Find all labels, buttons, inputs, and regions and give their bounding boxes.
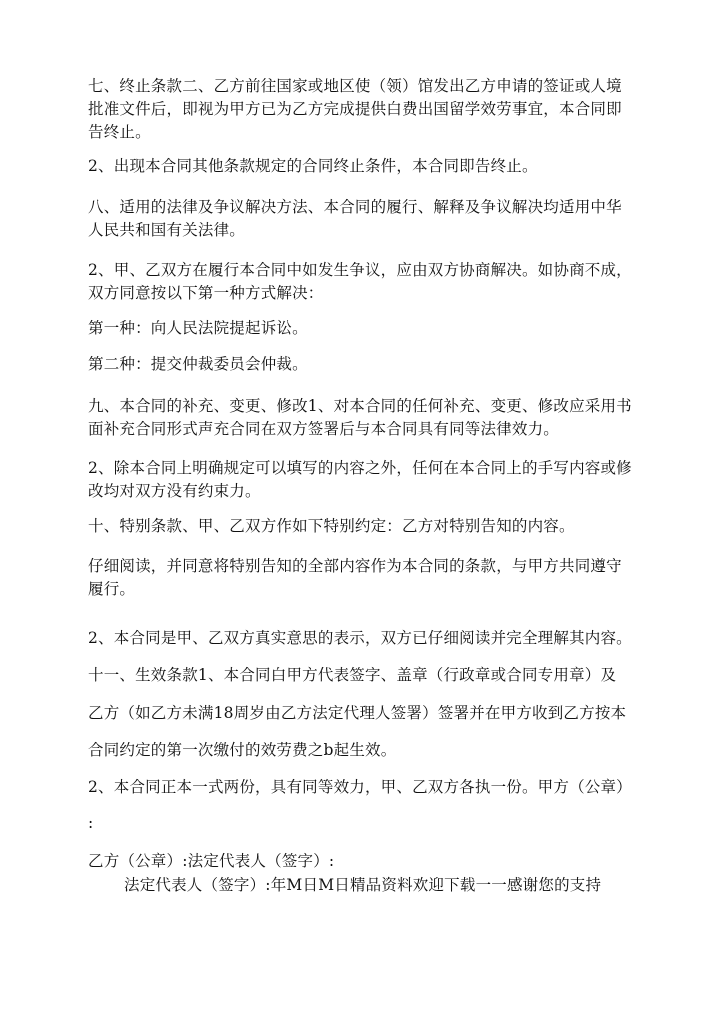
option-two: 第二种：提交仲裁委员会仲裁。 xyxy=(88,355,308,373)
clause-9-item-2-line-1: 2、除本合同上明确规定可以填写的内容之外，任何在本合同上的手写内容或修 xyxy=(88,459,632,477)
footer-line: 法定代表人（签字）:年M日M日精品资料欢迎下载一一感谢您的支持 xyxy=(124,876,602,894)
party-b-signature-line: 乙方（公章）:法定代表人（签字）: xyxy=(88,852,335,870)
clause-7-line-1: 七、终止条款二、乙方前往国家或地区使（领）馆发出乙方申请的签证或人境 xyxy=(88,77,622,95)
colon-line: : xyxy=(88,814,94,832)
clause-10-line-2: 仔细阅读，并同意将特别告知的全部内容作为本合同的条款，与甲方共同遵守 xyxy=(88,557,622,575)
clause-7-line-3: 告终止。 xyxy=(88,123,151,141)
clause-10-item-2: 2、本合同是甲、乙双方真实意思的表示，双方已仔细阅读并完全理解其内容。 xyxy=(88,629,632,647)
clause-11-line-1: 十一、生效条款1、本合同白甲方代表签字、盖章（行政章或合同专用章）及 xyxy=(88,666,617,684)
clause-11-line-3: 合同约定的第一次缴付的效劳费之b起生效。 xyxy=(88,741,397,759)
clause-10-line-1: 十、特别条款、甲、乙双方作如下特别约定：乙方对特别告知的内容。 xyxy=(88,517,575,535)
clause-11-item-2: 2、本合同正本一式两份，具有同等效力，甲、乙双方各执一份。甲方（公章） xyxy=(88,778,632,796)
clause-8-line-2: 人民共和国有关法律。 xyxy=(88,221,246,239)
clause-9-line-1: 九、本合同的补充、变更、修改1、对本合同的任何补充、变更、修改应采用书 xyxy=(88,397,632,415)
clause-9-line-2: 面补充合同形式声充合同在双方签署后与本合同具有同等法律效力。 xyxy=(88,420,560,438)
clause-8-item-2-line-2: 双方同意按以下第一种方式解决： xyxy=(88,284,324,302)
option-one: 第一种：向人民法院提起诉讼。 xyxy=(88,319,308,337)
clause-8-item-2-line-1: 2、甲、乙双方在履行本合同中如发生争议，应由双方协商解决。如协商不成， xyxy=(88,261,632,279)
clause-7-line-2: 批准文件后，即视为甲方已为乙方完成提供白费出国留学效劳事宜，本合同即 xyxy=(88,100,622,118)
clause-11-line-2: 乙方（如乙方未满18周岁由乙方法定代理人签署）签署并在甲方收到乙方按本 xyxy=(88,704,627,722)
clause-9-item-2-line-2: 改均对双方没有约束力。 xyxy=(88,482,261,500)
clause-7-item-2: 2、出现本合同其他条款规定的合同终止条件，本合同即告终止。 xyxy=(88,157,538,175)
clause-8-line-1: 八、适用的法律及争议解决方法、本合同的履行、解释及争议解决均适用中华 xyxy=(88,198,622,216)
clause-10-line-3: 履行。 xyxy=(88,580,136,598)
